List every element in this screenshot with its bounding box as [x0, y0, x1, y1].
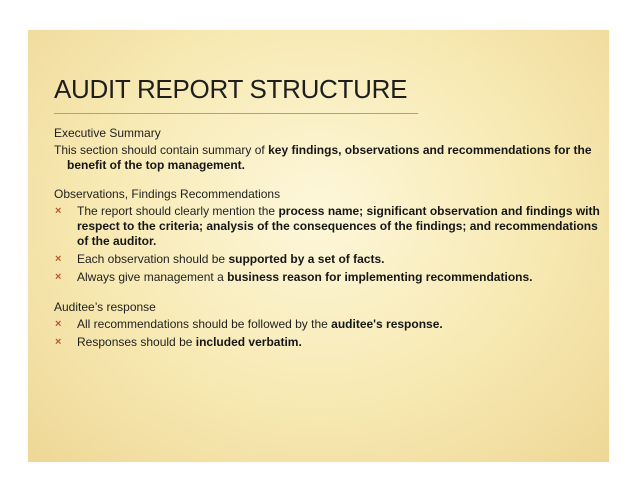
bullet-emphasis: included verbatim. — [195, 335, 302, 349]
section-auditee-response — [54, 300, 602, 350]
bullet-list — [54, 317, 602, 350]
section-heading: Auditee’s response — [54, 300, 156, 314]
bullet-emphasis: business reason for implementing recommendations. — [227, 270, 533, 284]
x-bullet-icon: × — [55, 253, 62, 265]
bullet-item — [54, 335, 602, 350]
bullet-emphasis: process name; significant observation and findings with respect to the criteria; analysis of the consequences of the findings; and recommendations of the auditor. — [77, 204, 600, 248]
bullet-item — [54, 317, 602, 332]
x-bullet-icon: × — [55, 336, 62, 348]
bullet-emphasis: auditee's response. — [331, 317, 443, 331]
bullet-item — [54, 270, 602, 285]
slide-content — [54, 126, 602, 353]
section-paragraph — [54, 143, 602, 173]
section-executive-summary — [54, 126, 602, 173]
section-heading: Observations, Findings Recommendations — [54, 187, 281, 201]
bullet-text: Always give management a — [77, 270, 228, 284]
bullet-text: Responses should be — [77, 335, 196, 349]
x-bullet-icon: × — [55, 271, 62, 283]
bullet-item — [54, 204, 602, 249]
bullet-item — [54, 252, 602, 267]
paragraph-text: This section should contain summary of — [54, 143, 269, 157]
paragraph-emphasis: key findings, observations and recommendations for the benefit of the top management. — [67, 143, 592, 172]
section-observations — [54, 187, 602, 285]
x-bullet-icon: × — [55, 318, 62, 330]
slide-title: AUDIT REPORT STRUCTURE — [54, 74, 408, 104]
title-divider — [54, 113, 418, 114]
bullet-list — [54, 204, 602, 285]
bullet-text: All recommendations should be followed by the — [77, 317, 332, 331]
bullet-emphasis: supported by a set of facts. — [228, 252, 385, 266]
slide — [28, 30, 609, 462]
section-heading: Executive Summary — [54, 126, 161, 140]
bullet-text: Each observation should be — [77, 252, 229, 266]
bullet-text: The report should clearly mention the — [77, 204, 279, 218]
x-bullet-icon: × — [55, 205, 62, 217]
